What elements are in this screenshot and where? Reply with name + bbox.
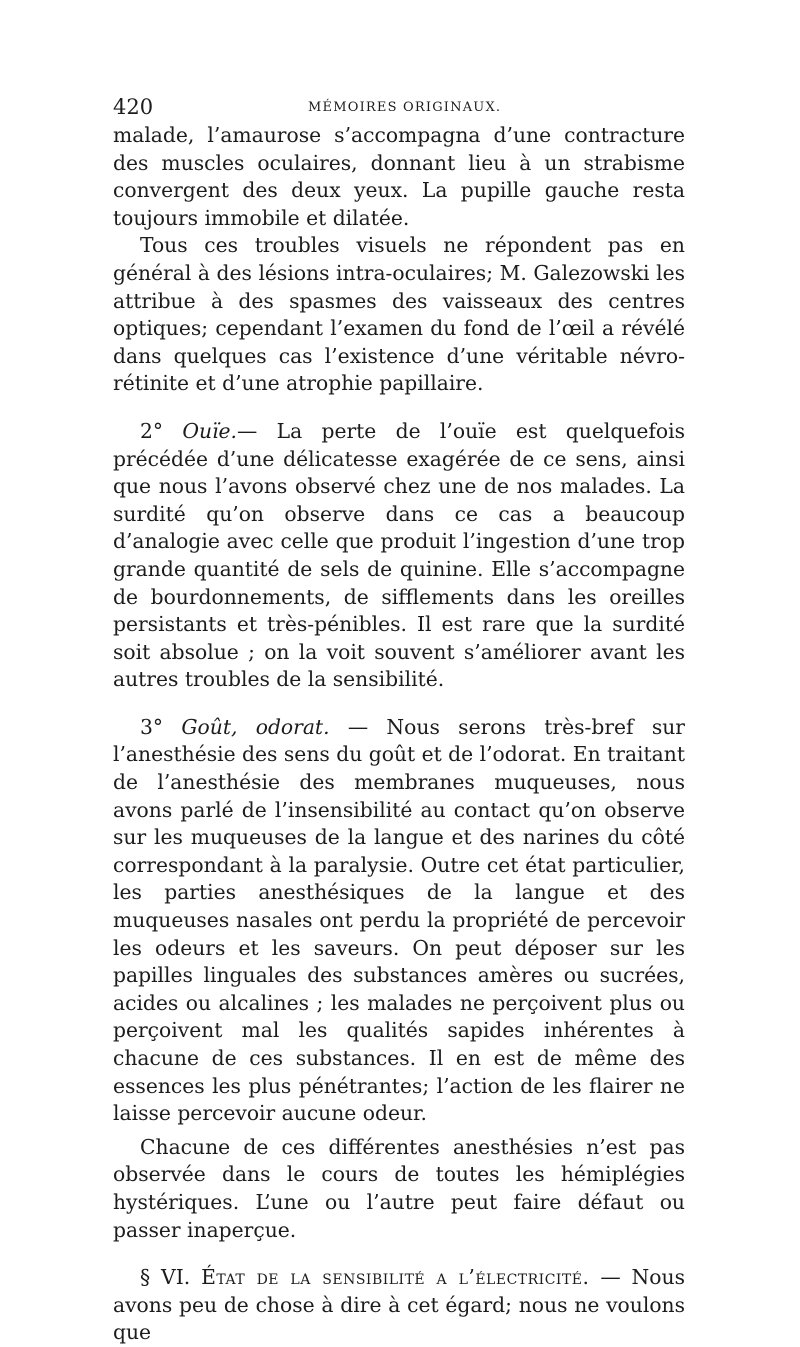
book-page	[113, 92, 685, 1347]
section-number: § VI.	[140, 1265, 191, 1290]
page-header	[113, 92, 685, 122]
paragraph-ouie-text: — La perte de l’ouïe est quelquefois précédée d’une délicatesse exagérée de ce sens, ainsi que nous l’avons observé chez une de nos malades. La surdité qu’on observe dans ce cas a beaucoup d’analogie avec celle que produit l’ingestion d’une trop grande quantité de sels de quinine. Elle s’accompagne de bourdonnements, de sifflements dans les oreilles persistants et très-pénibles. Il est rare que la surdité soit absolue ; on la voit souvent s’améliorer avant les autres troubles de la sensibilité.	[113, 418, 685, 692]
paragraph-gout-text: — Nous serons très-bref sur l’anesthésie des sens du goût et de l’odorat. En traitant de l’anesthésie des membranes muqueuses, nous avons parlé de l’insensibilité au contact qu’on observe sur les muqueuses de la langue et des narines du côté correspondant à la paralysie. Outre cet état particulier, les parties anesthésiques de la langue et des muqueuses nasales ont perdu la propriété de percevoir les odeurs et les saveurs. On peut déposer sur les papilles linguales des substances amères ou sucrées, acides ou alcalines ; les malades ne perçoivent plus ou perçoivent mal les qualités sapides inhérentes à chacune de ces substances. Il en est de même des essences les plus pénétrantes; l’action de les flairer ne laisse percevoir aucune odeur.	[113, 714, 686, 1126]
paragraph-chacune: Chacune de ces différentes anesthésies n’est pas observée dans le cours de toutes les hémiplégies hystériques. L’une ou l’autre peut faire défaut ou passer inaperçue.	[113, 1134, 685, 1242]
section-title-electricite: État de la sensibilité a l’électricité.	[201, 1265, 590, 1290]
section-number: 3°	[140, 714, 164, 739]
paragraph-ouie	[113, 418, 685, 694]
paragraph-gout-odorat	[113, 714, 685, 1128]
paragraph-section-vi-text: — Nous avons peu de chose à dire à cet égard; nous ne voulons que	[113, 1265, 685, 1345]
running-head: MÉMOIRES ORIGINAUX.	[308, 100, 502, 115]
section-title-gout-odorat: Goût, odorat.	[181, 714, 330, 739]
paragraph-amaurose: malade, l’amaurose s’accompagna d’une contracture des muscles oculaires, donnant lieu à un strabisme convergent des deux yeux. La pupille gauche resta toujours immobile et dilatée.	[113, 123, 685, 230]
section-number: 2°	[140, 418, 164, 443]
page-number: 420	[113, 95, 154, 119]
paragraph-troubles-visuels: Tous ces troubles visuels ne répondent pas en général à des lésions intra-oculaires; M. Galezowski les attribue à des spasmes des vaisseaux des centres optiques; cependant l’examen du fond de l’œil a révélé dans quelques cas l’existence d’une véritable névro-rétinite et d’une atrophie papillaire.	[113, 233, 685, 396]
paragraph-section-vi	[113, 1264, 685, 1347]
section-title-ouie: Ouïe.	[182, 418, 237, 443]
